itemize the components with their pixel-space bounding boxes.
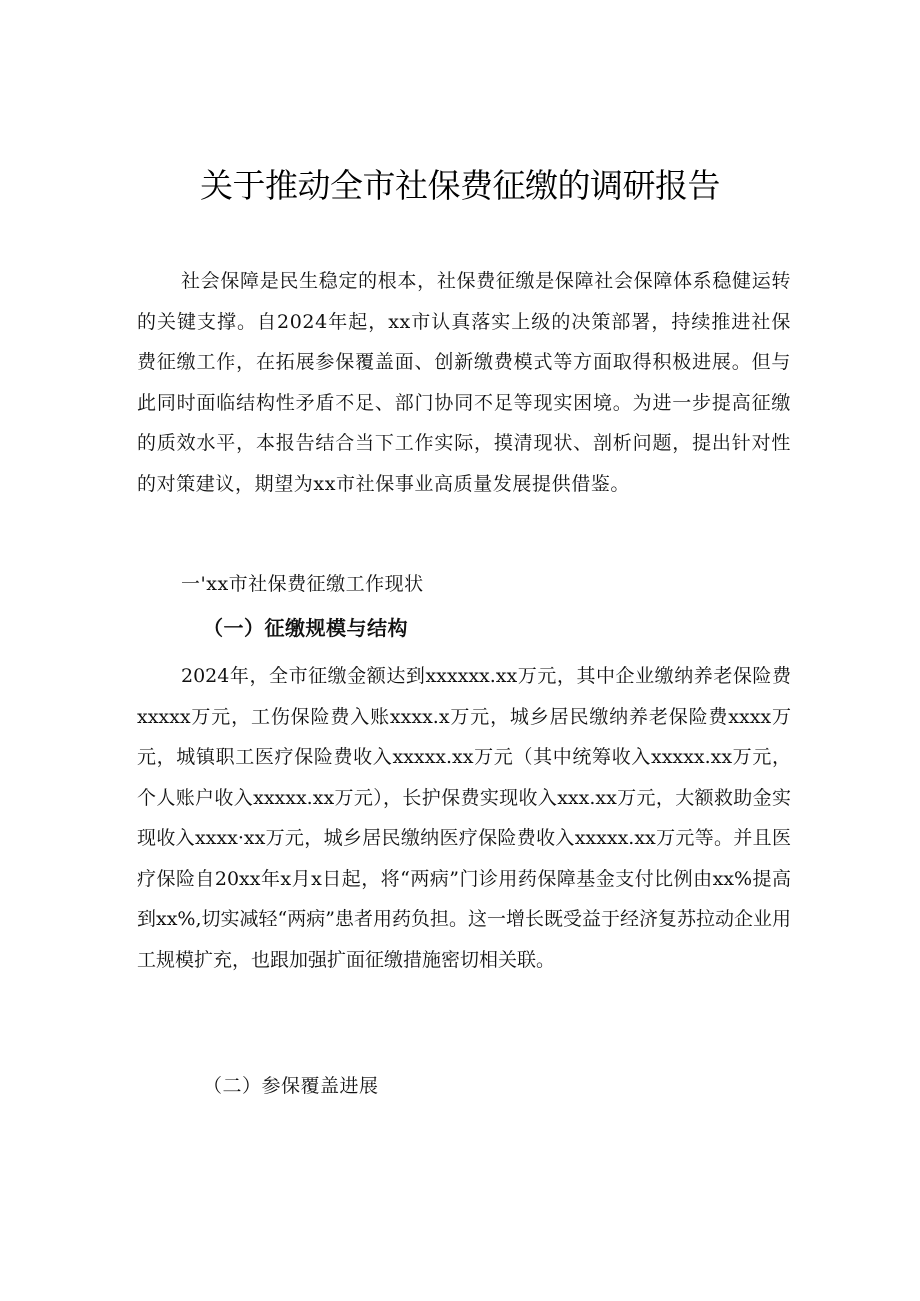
subsection-1-paragraph: 2024年，全市征缴金额达到xxxxxx.xx万元，其中企业缴纳养老保险费xxxxx万元，工伤保险费入账xxxx.x万元，城乡居民缴纳养老保险费xxxx万元，城镇职工医疗保险费收入xxxxx.xx万元（其中统筹收入xxxxx.xx万元，个人账户收入xxxxx.xx万元），长护保费实现收入xxx.xx万元，大额救助金实现收入xxxx·xx万元，城乡居民缴纳医疗保险费收入xxxxx.xx万元等。并且医疗保险自20xx年x月x日起，将“两病”门诊用药保障基金支付比例由xx%提高到xx%,切实减轻“两病”患者用药负担。这一增长既受益于经济复苏拉动企业用工规模扩充，也跟加强扩面征缴措施密切相关联。 <box>137 665 791 971</box>
section-heading-1: 一'xx市社保费征缴工作现状 <box>181 573 424 595</box>
subsection-heading-2: （二）参保覆盖进展 <box>203 1075 379 1097</box>
document-title: 关于推动全市社保费征缴的调研报告 <box>200 166 720 205</box>
intro-paragraph: 社会保障是民生稳定的根本，社保费征缴是保障社会保障体系稳健运转的关键支撑。自2024年起，xx市认真落实上级的决策部署，持续推进社保费征缴工作，在拓展参保覆盖面、创新缴费模式等方面取得积极进展。但与此同时面临结构性矛盾不足、部门协同不足等现实困境。为进一步提高征缴的质效水平，本报告结合当下工作实际，摸清现状、剖析问题，提出针对性的对策建议，期望为xx市社保事业高质量发展提供借鉴。 <box>137 270 791 495</box>
subsection-heading-1: （一）征缴规模与结构 <box>203 616 408 640</box>
